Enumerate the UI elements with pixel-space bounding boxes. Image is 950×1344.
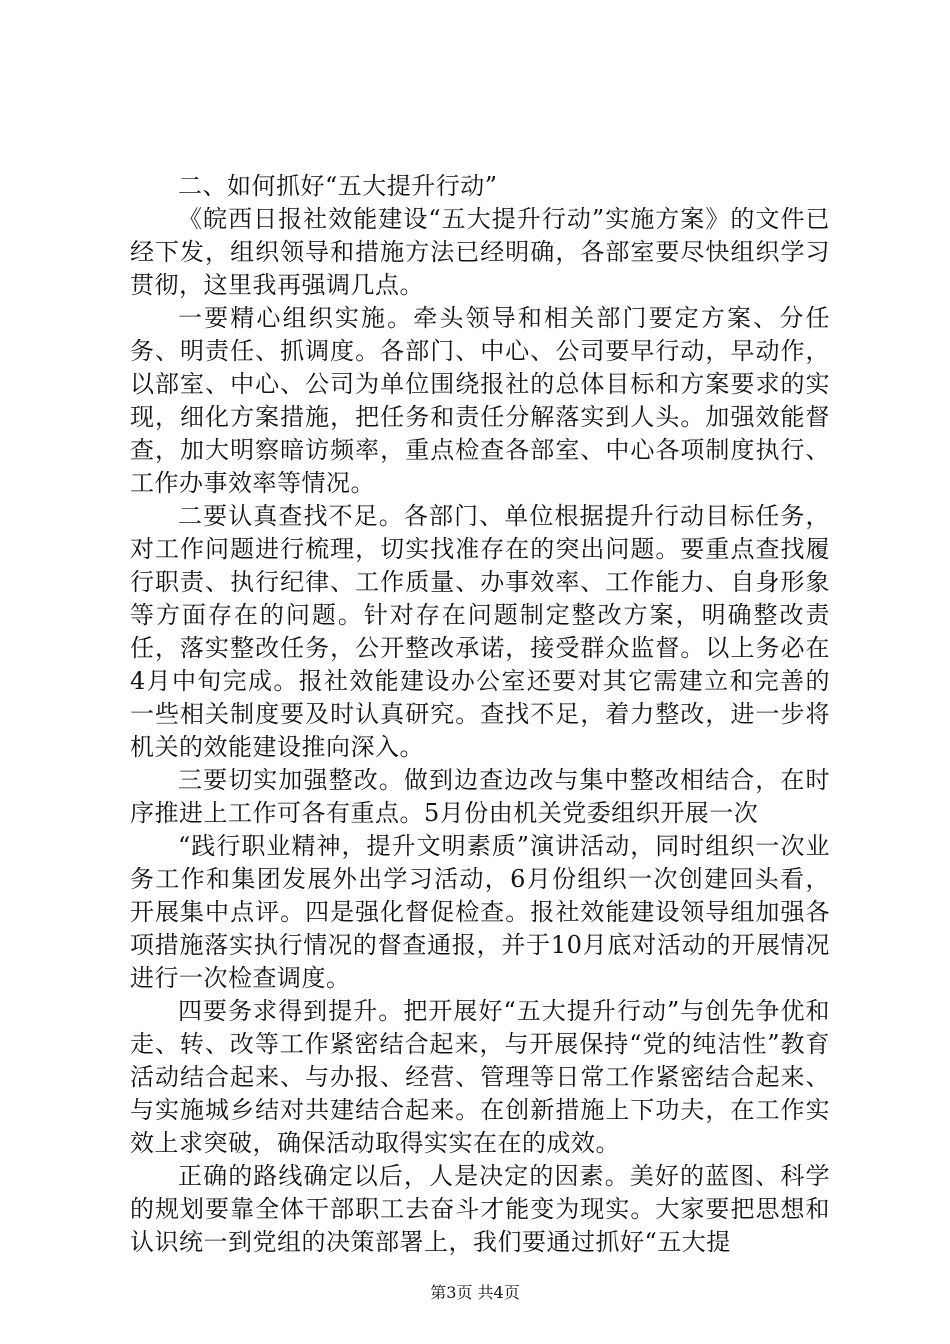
section-heading: 二、如何抓好“五大提升行动” [178, 172, 498, 200]
paragraph-intro: 《皖西日报社效能建设“五大提升行动”实施方案》的文件已经下发，组织领导和措施方法已经明确，各部室要尽快组织学习贯彻，这里我再强调几点。 [130, 205, 830, 299]
paragraph-point-3-continued: “践行职业精神，提升文明素质”演讲活动，同时组织一次业务工作和集团发展外出学习活动，6月份组织一次创建回头看，开展集中点评。四是强化督促检查。报社效能建设领导组加强各项措施落实执行情况的督查通报，并于10月底对活动的开展情况进行一次检查调度。 [130, 832, 830, 992]
page-footer: 第3页 共4页 [430, 1283, 520, 1302]
paragraph-point-3: 三要切实加强整改。做到边查边改与集中整改相结合，在时序推进上工作可各有重点。5月份由机关党委组织开展一次 [130, 766, 830, 827]
paragraph-point-4: 四要务求得到提升。把开展好“五大提升行动”与创先争优和走、转、改等工作紧密结合起来，与开展保持“党的纯洁性”教育活动结合起来、与办报、经营、管理等日常工作紧密结合起来、与实施城乡结对共建结合起来。在创新措施上下功夫，在工作实效上求突破，确保活动取得实实在在的成效。 [130, 997, 830, 1157]
paragraph-closing: 正确的路线确定以后，人是决定的因素。美好的蓝图、科学的规划要靠全体干部职工去奋斗才能变为现实。大家要把思想和认识统一到党组的决策部署上，我们要通过抓好“五大提 [130, 1162, 830, 1256]
paragraph-point-1: 一要精心组织实施。牵头领导和相关部门要定方案、分任务、明责任、抓调度。各部门、中心、公司要早行动，早动作，以部室、中心、公司为单位围绕报社的总体目标和方案要求的实现，细化方案措施，把任务和责任分解落实到人头。加强效能督查，加大明察暗访频率，重点检查各部室、中心各项制度执行、工作办事效率等情况。 [130, 304, 830, 497]
paragraph-point-2: 二要认真查找不足。各部门、单位根据提升行动目标任务，对工作问题进行梳理，切实找准存在的突出问题。要重点查找履行职责、执行纪律、工作质量、办事效率、工作能力、自身形象等方面存在的问题。针对存在问题制定整改方案，明确整改责任，落实整改任务，公开整改承诺，接受群众监督。以上务必在4月中旬完成。报社效能建设办公室还要对其它需建立和完善的一些相关制度要及时认真研究。查找不足，着力整改，进一步将机关的效能建设推向深入。 [130, 502, 830, 761]
document-body [130, 170, 830, 1259]
